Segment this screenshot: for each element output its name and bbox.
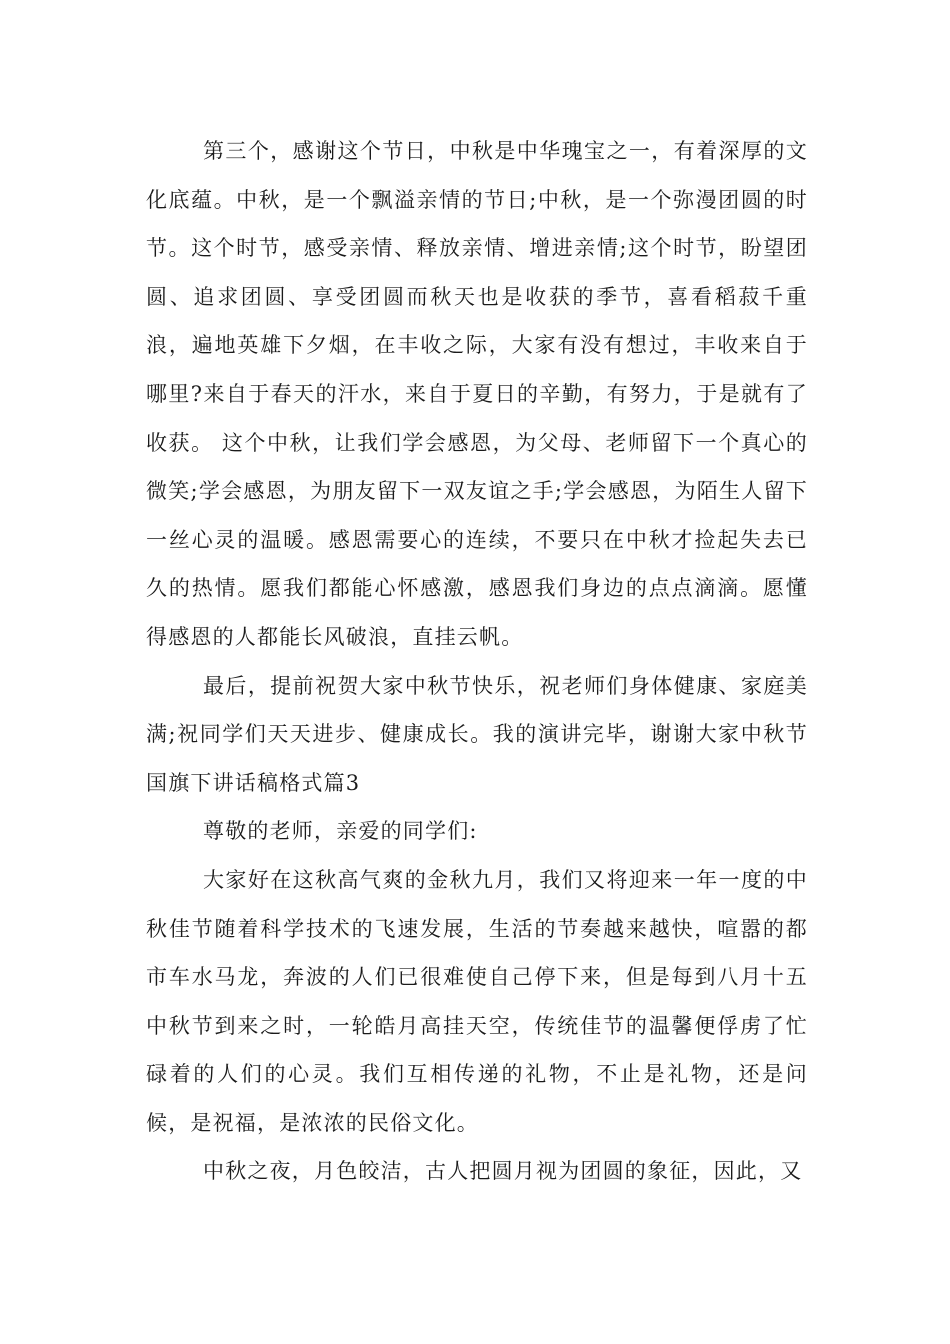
paragraph-3: 尊敬的老师，亲爱的同学们: <box>203 819 478 844</box>
paragraph-2: 最后，提前祝贺大家中秋节快乐，祝老师们身体健康、家庭美满;祝同学们天天进步、健康成长。我的演讲完毕，谢谢大家中秋节国旗下讲话稿格式篇3 <box>146 673 808 795</box>
paragraph-4: 大家好在这秋高气爽的金秋九月，我们又将迎来一年一度的中秋佳节随着科学技术的飞速发展，生活的节奏越来越快，喧嚣的都市车水马龙，奔波的人们已很难使自己停下来，但是每到八月十五中秋节到来之时，一轮皓月高挂天空，传统佳节的温馨便俘虏了忙碌着的人们的心灵。我们互相传递的礼物，不止是礼物，还是问候，是祝福，是浓浓的民俗文化。 <box>146 867 808 1135</box>
document-body <box>146 127 808 1196</box>
paragraph-5: 中秋之夜，月色皎洁，古人把圆月视为团圆的象征，因此，又 <box>203 1159 803 1184</box>
paragraph-1: 第三个，感谢这个节日，中秋是中华瑰宝之一，有着深厚的文化底蕴。中秋，是一个飘溢亲情的节日;中秋，是一个弥漫团圆的时节。这个时节，感受亲情、释放亲情、增进亲情;这个时节，盼望团圆、追求团圆、享受团圆而秋天也是收获的季节，喜看稻菽千重浪，遍地英雄下夕烟，在丰收之际，大家有没有想过，丰收来自于哪里?来自于春天的汗水，来自于夏日的辛勤，有努力，于是就有了收获。 这个中秋，让我们学会感恩，为父母、老师留下一个真心的微笑;学会感恩，为朋友留下一双友谊之手;学会感恩，为陌生人留下一丝心灵的温暖。感恩需要心的连续，不要只在中秋才捡起失去已久的热情。愿我们都能心怀感激，感恩我们身边的点点滴滴。愿懂得感恩的人都能长风破浪，直挂云帆。 <box>146 139 808 649</box>
